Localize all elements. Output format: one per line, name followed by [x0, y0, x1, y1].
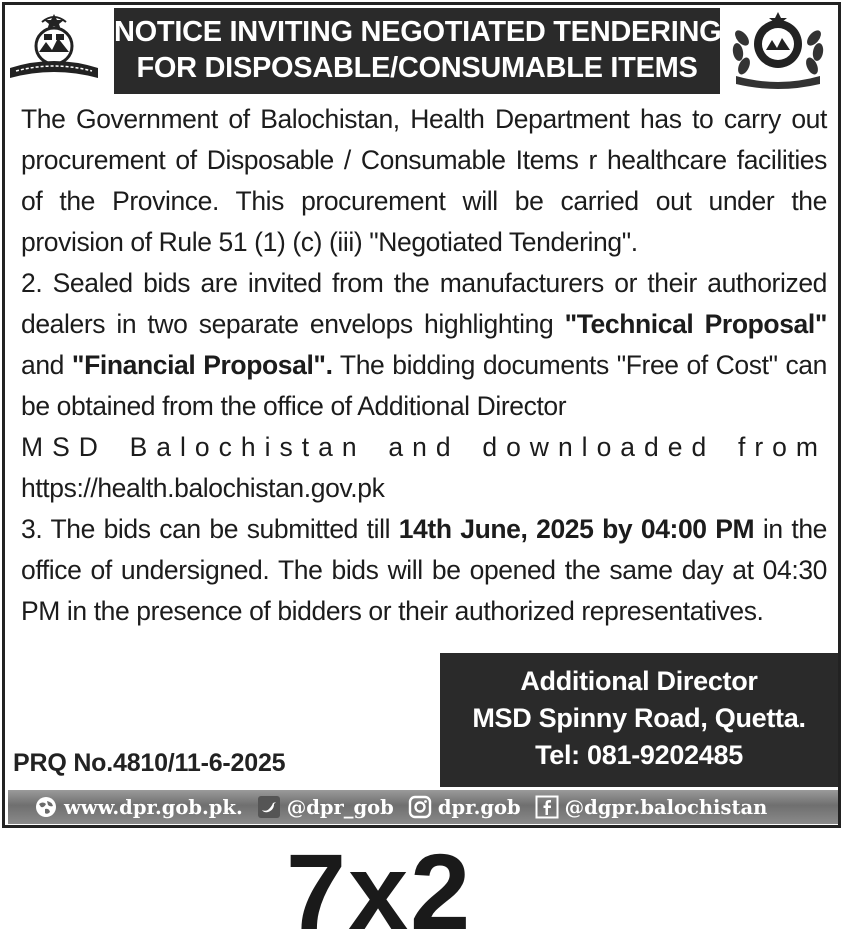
notice-title-line1: NOTICE INVITING NEGOTIATED TENDERING: [114, 16, 722, 48]
dgpr-balochistan-emblem-icon: [722, 8, 834, 92]
paragraph-3: [21, 509, 827, 632]
paragraph-2-text-a: 2. Sealed bids are invited from the manufacturers or their authorized dealers in two separate envelops highlighting: [21, 268, 827, 339]
ad-size-label: 7x2: [286, 831, 473, 952]
twitter-icon: [257, 795, 281, 819]
notice-body: [21, 99, 827, 632]
paragraph-3-text-a: 3. The bids can be submitted till: [21, 514, 399, 544]
paragraph-2-text-d: The bidding documents "Free of Cost" can be obtained from the office of Additional Director: [21, 350, 827, 421]
footer-twitter-text: @dpr_gob: [286, 795, 394, 819]
download-url-link[interactable]: https://health.balochistan.gov.pk: [21, 473, 385, 503]
notice-title-banner: [114, 8, 720, 94]
globe-icon: [34, 795, 58, 819]
signatory-address: MSD Spinny Road, Quetta.: [472, 703, 806, 733]
footer-website[interactable]: [34, 795, 243, 819]
paragraph-1: The Government of Balochistan, Health Department has to carry out procurement of Disposable / Consumable Items r healthcare facilities of the Province. This procurement will be carried out under the provision of Rule 51 (1) (c) (iii) "Negotiated Tendering".: [21, 104, 827, 257]
signatory-title: Additional Director: [520, 666, 758, 696]
paragraph-2-spread-line: MSD Balochistan and downloaded from: [21, 432, 827, 462]
footer-facebook-text: @dgpr.balochistan: [564, 795, 768, 819]
paragraph-3-text-c: in the office of undersigned. The bids will be opened the same day at 04:30 PM in the presence of bidders or their authorized representatives.: [21, 514, 827, 626]
footer-instagram-text: dpr.gob: [437, 795, 521, 819]
signature-address-box: [440, 653, 838, 787]
paragraph-2-text-c: and: [21, 350, 72, 380]
footer-facebook[interactable]: [535, 795, 768, 819]
bid-deadline: 14th June, 2025 by 04:00 PM: [398, 514, 755, 544]
financial-proposal-label: "Financial Proposal".: [71, 350, 333, 380]
prq-number: PRQ No.4810/11-6-2025: [13, 749, 286, 777]
signatory-phone: Tel: 081-9202485: [535, 740, 743, 770]
footer-twitter[interactable]: [257, 795, 394, 819]
notice-title-line2: FOR DISPOSABLE/CONSUMABLE ITEMS: [136, 52, 698, 84]
footer-bar: [8, 790, 838, 824]
facebook-icon: [535, 795, 559, 819]
footer-website-text: www.dpr.gob.pk.: [64, 795, 243, 819]
technical-proposal-label: "Technical Proposal": [564, 309, 827, 339]
paragraph-2: [21, 263, 827, 509]
footer-instagram[interactable]: [408, 795, 521, 819]
balochistan-government-emblem-icon: [6, 8, 102, 88]
instagram-icon: [408, 795, 432, 819]
